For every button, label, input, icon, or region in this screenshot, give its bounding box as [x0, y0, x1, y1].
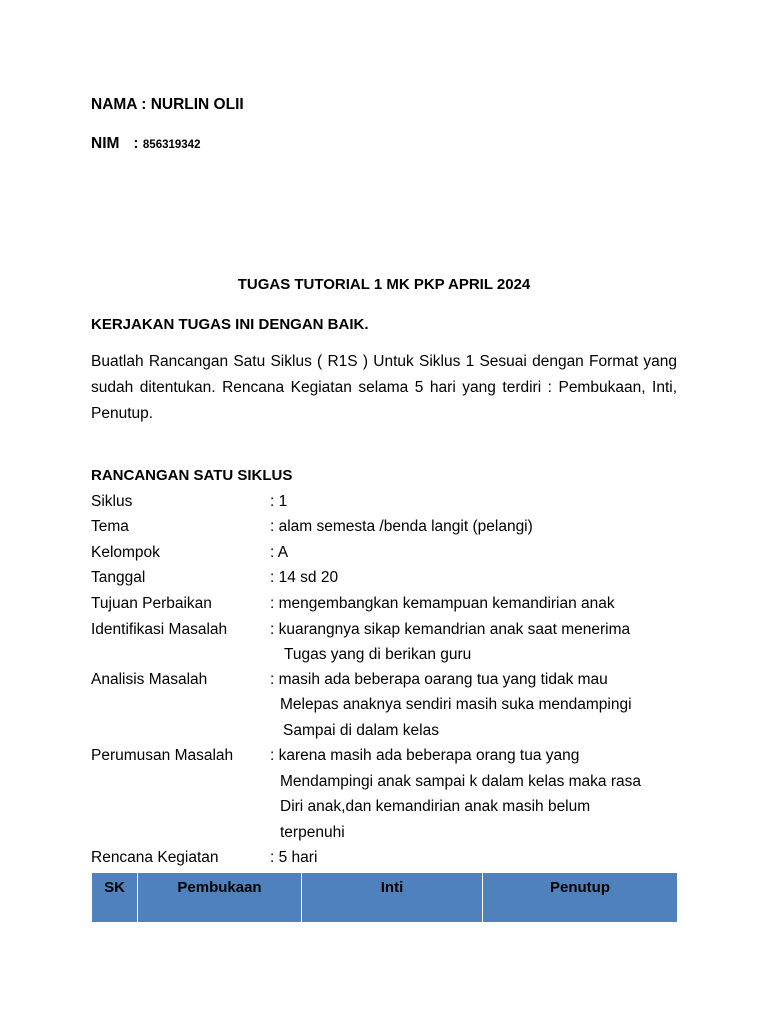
field-rencana-kegiatan — [91, 849, 691, 875]
field-value: : mengembangkan kemampuan kemandirian anak — [270, 595, 615, 612]
table-header-row — [92, 873, 678, 923]
task-paragraph: Buatlah Rancangan Satu Siklus ( R1S ) Untuk Siklus 1 Sesuai dengan Format yang sudah ditentukan. Rencana Kegiatan selama 5 hari yang terdiri : Pembukaan, Inti, Penutup. — [91, 353, 677, 422]
field-value: : masih ada beberapa oarang tua yang tidak mau — [270, 671, 608, 688]
field-continuation: Sampai di dalam kelas — [283, 722, 439, 739]
student-nim — [91, 135, 200, 153]
field-siklus — [91, 493, 691, 519]
field-continuation: Melepas anaknya sendiri masih suka mendampingi — [280, 696, 632, 713]
field-continuation: Mendampingi anak sampai k dalam kelas maka rasa — [280, 773, 641, 790]
field-continuation: Diri anak,dan kemandirian anak masih belum — [280, 798, 591, 815]
field-value: : A — [270, 544, 289, 561]
field-value: : alam semesta /benda langit (pelangi) — [270, 518, 533, 535]
field-label: Tujuan Perbaikan — [91, 595, 212, 612]
field-identifikasi-masalah — [91, 621, 691, 647]
field-kelompok — [91, 544, 691, 570]
field-label: Tanggal — [91, 569, 146, 586]
field-tujuan-perbaikan — [91, 595, 691, 621]
nim-separator: : — [133, 135, 139, 152]
field-tema — [91, 518, 691, 544]
student-name: NAMA : NURLIN OLII — [91, 96, 244, 113]
instruction-heading: KERJAKAN TUGAS INI DENGAN BAIK. — [91, 316, 369, 333]
header-sk: SK — [92, 873, 138, 923]
field-label: Rencana Kegiatan — [91, 849, 219, 866]
field-label: Tema — [91, 518, 129, 535]
field-value: : kuarangnya sikap kemandrian anak saat menerima — [270, 621, 631, 638]
field-value: : 1 — [270, 493, 288, 510]
field-value: : karena masih ada beberapa orang tua yang — [270, 747, 580, 764]
header-pembukaan: Pembukaan — [138, 873, 302, 923]
activity-plan-table — [91, 872, 678, 923]
field-analisis-masalah — [91, 671, 691, 697]
field-label: Siklus — [91, 493, 133, 510]
field-perumusan-masalah — [91, 747, 691, 773]
field-value: : 5 hari — [270, 849, 318, 866]
header-penutup: Penutup — [483, 873, 678, 923]
field-continuation: Tugas yang di berikan guru — [284, 646, 472, 663]
section-title: RANCANGAN SATU SIKLUS — [91, 467, 293, 484]
field-tanggal — [91, 569, 691, 595]
header-inti: Inti — [302, 873, 483, 923]
field-label: Perumusan Masalah — [91, 747, 234, 764]
nim-value: 856319342 — [142, 139, 201, 151]
nim-label: NIM — [91, 135, 120, 152]
field-continuation: terpenuhi — [280, 824, 345, 841]
field-value: : 14 sd 20 — [270, 569, 339, 586]
page-title: TUGAS TUTORIAL 1 MK PKP APRIL 2024 — [237, 276, 531, 293]
field-label: Kelompok — [91, 544, 160, 561]
field-label: Identifikasi Masalah — [91, 621, 228, 638]
field-label: Analisis Masalah — [91, 671, 208, 688]
